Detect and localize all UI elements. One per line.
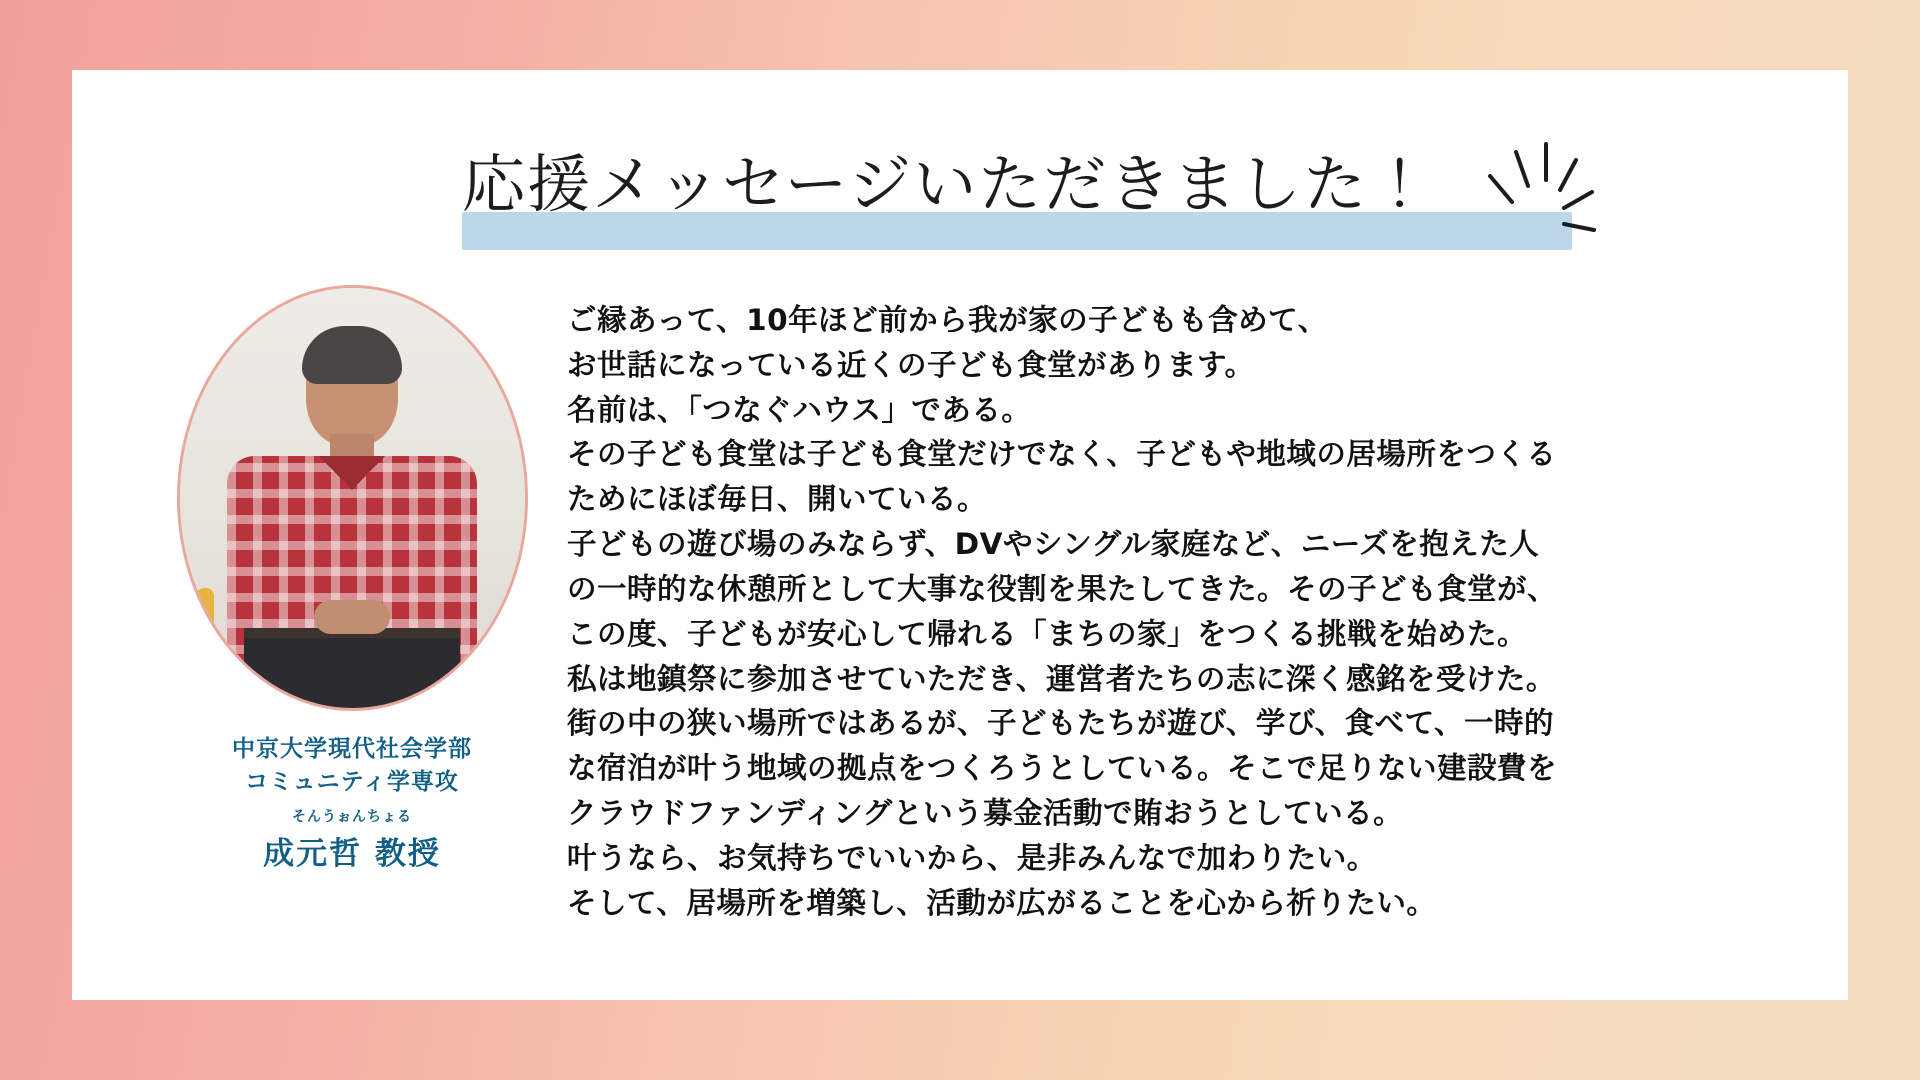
message-line: 街の中の狭い場所ではあるが、子どもたちが遊び、学び、食べて、一時的	[567, 706, 1555, 741]
title-block	[462, 150, 1592, 260]
message-body	[567, 298, 1867, 926]
page-title: 応援メッセージいただきました！	[462, 148, 1434, 221]
photo-hands	[314, 600, 390, 634]
profile-furigana: そんうぉんちょる	[292, 808, 412, 825]
message-line: な宿泊が叶う地域の拠点をつくろうとしている。そこで足りない建設費を	[567, 751, 1558, 786]
message-line: クラウドファンディングという募金活動で賄おうとしている。	[567, 796, 1404, 831]
message-line: ご縁あって、10年ほど前から我が家の子どもも含めて、	[567, 303, 1328, 337]
profile-affiliation	[167, 733, 537, 800]
content-card	[72, 70, 1848, 1000]
message-line: 私は地鎮祭に参加させていただき、運営者たちの志に深く感銘を受けた。	[567, 661, 1556, 696]
message-line: そして、居場所を増築し、活動が広がることを心から祈りたい。	[567, 885, 1437, 920]
photo-pole	[196, 588, 214, 708]
message-line: の一時的な休憩所として大事な役割を果たしてきた。その子ども食堂が、	[567, 571, 1558, 606]
message-line: その子ども食堂は子ども食堂だけでなく、子どもや地域の居場所をつくる	[567, 437, 1557, 472]
message-line: ためにほぼ毎日、開いている。	[567, 482, 988, 517]
profile-block	[167, 285, 537, 873]
message-line: 叶うなら、お気持ちでいいから、是非みんなで加わりたい。	[567, 840, 1377, 875]
profile-affiliation-line1: 中京大学現代社会学部	[232, 736, 472, 762]
photo-pants	[244, 638, 460, 708]
message-line: 子どもの遊び場のみならず、DVやシングル家庭など、ニーズを抱えた人	[567, 527, 1540, 562]
profile-name: 成元哲 教授	[263, 835, 441, 872]
message-line: お世話になっている近くの子ども食堂があります。	[567, 347, 1255, 382]
message-line: 名前は、「つなぐハウス」である。	[567, 392, 1032, 427]
profile-affiliation-line2: コミュニティ学専攻	[245, 769, 459, 796]
avatar	[177, 285, 528, 711]
message-line: この度、子どもが安心して帰れる「まちの家」をつくる挑戦を始めた。	[567, 616, 1528, 651]
